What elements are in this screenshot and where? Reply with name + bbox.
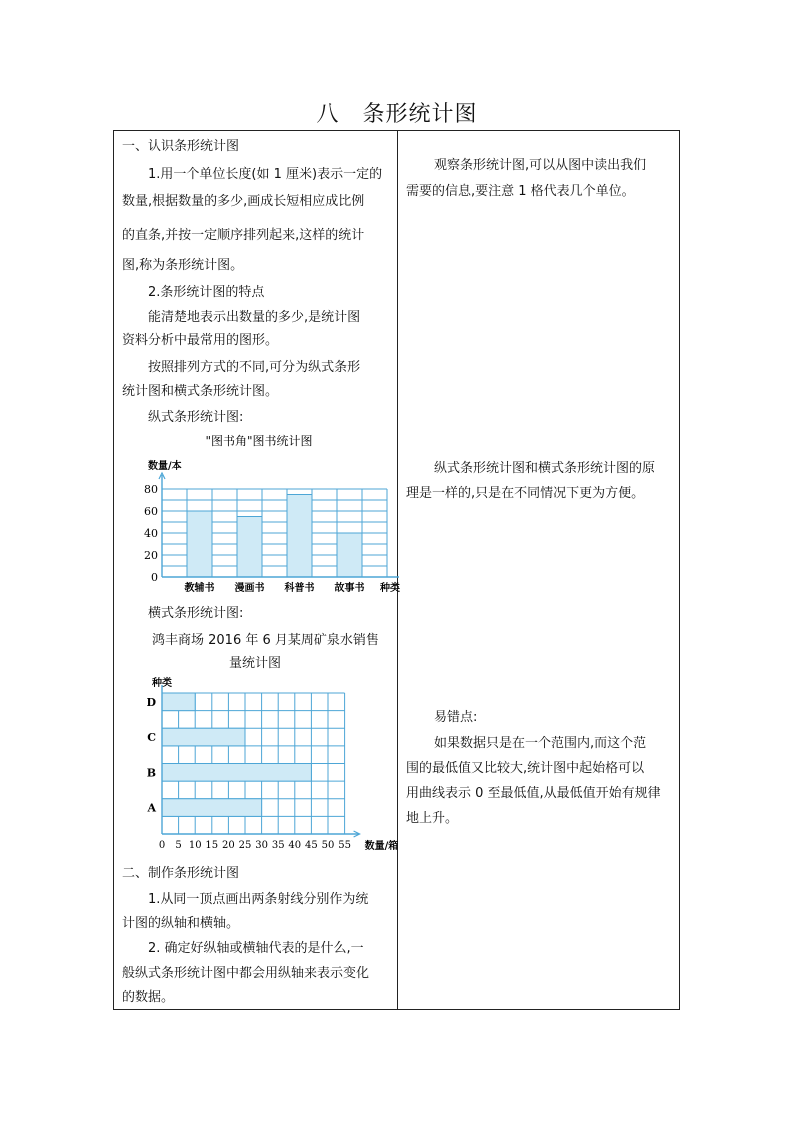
note-3-line: 地上升。 <box>406 811 459 826</box>
paragraph-1-line: 的直条,并按一定顺序排列起来,这样的统计 <box>122 228 365 243</box>
paragraph-2-heading: 2.条形统计图的特点 <box>148 285 265 300</box>
x-tick-label: 20 <box>222 840 235 851</box>
section-2-line: 般纵式条形统计图中都会用纵轴来表示变化 <box>122 966 370 981</box>
bar <box>187 511 212 577</box>
x-tick-label: 5 <box>175 840 182 851</box>
x-tick-label: 25 <box>238 840 252 851</box>
y-tick-label: A <box>147 801 156 815</box>
x-tick-label: 45 <box>305 840 318 851</box>
x-tick-label: 漫画书 <box>234 583 265 594</box>
y-axis-label: 种类 <box>152 678 172 689</box>
content-table <box>113 130 680 1010</box>
y-tick-label: C <box>147 731 156 745</box>
x-tick-label: 40 <box>288 840 302 851</box>
section-1-heading: 一、认识条形统计图 <box>122 139 240 154</box>
section-2-line: 计图的纵轴和横轴。 <box>122 916 240 931</box>
note-3-line: 用曲线表示 0 至最低值,从最低值开始有规律 <box>406 786 661 801</box>
x-tick-label: 10 <box>188 840 202 851</box>
horizontal-chart-title-line: 鸿丰商场 2016 年 6 月某周矿泉水销售 <box>152 633 379 648</box>
y-axis-label: 数量/本 <box>148 461 182 472</box>
x-tick-label: 50 <box>321 840 335 851</box>
bar <box>162 799 262 817</box>
section-2-line: 1.从同一顶点画出两条射线分别作为统 <box>148 892 369 907</box>
paragraph-2-line: 按照排列方式的不同,可分为纵式条形 <box>148 360 361 375</box>
bar <box>162 764 311 782</box>
horizontal-chart-title-line: 量统计图 <box>229 656 282 671</box>
paragraph-1-line: 1.用一个单位长度(如 1 厘米)表示一定的 <box>148 167 383 182</box>
x-tick-label: 30 <box>255 840 268 851</box>
y-tick-label: 0 <box>151 571 158 584</box>
x-tick-label: 35 <box>271 840 285 851</box>
note-3-line: 如果数据只是在一个范围内,而这个范 <box>434 736 647 751</box>
y-tick-label: D <box>146 695 156 709</box>
paragraph-1-line: 数量,根据数量的多少,画成长短相应成比例 <box>122 194 365 209</box>
section-2-line: 2. 确定好纵轴或横轴代表的是什么,一 <box>148 941 364 956</box>
section-2-line: 的数据。 <box>122 990 175 1005</box>
y-tick-label: 20 <box>144 549 158 562</box>
note-3-heading: 易错点: <box>434 710 478 725</box>
bar <box>237 517 262 578</box>
paragraph-2-line: 能清楚地表示出数量的多少,是统计图 <box>148 310 361 325</box>
paragraph-1-line: 图,称为条形统计图。 <box>122 258 244 273</box>
bar <box>162 728 245 746</box>
column-divider <box>397 131 398 1009</box>
vertical-chart-label: 纵式条形统计图: <box>148 410 244 425</box>
x-axis-label: 种类 <box>380 583 400 594</box>
chart-title: "图书角"图书统计图 <box>205 434 313 448</box>
paragraph-2-line: 统计图和横式条形统计图。 <box>122 384 279 399</box>
note-2-line: 纵式条形统计图和横式条形统计图的原 <box>434 461 656 476</box>
y-tick-label: B <box>146 766 156 780</box>
page-title: 八 条形统计图 <box>316 102 478 127</box>
note-1-line: 需要的信息,要注意 1 格代表几个单位。 <box>406 184 635 199</box>
x-tick-label: 15 <box>205 840 219 851</box>
bar <box>337 533 362 577</box>
y-tick-label: 60 <box>144 505 158 518</box>
x-tick-label: 55 <box>338 840 351 851</box>
horizontal-chart-label: 横式条形统计图: <box>148 606 244 621</box>
note-2-line: 理是一样的,只是在不同情况下更为方便。 <box>406 486 645 501</box>
x-tick-label: 科普书 <box>284 583 315 594</box>
y-tick-label: 40 <box>144 527 158 540</box>
vertical-bar-chart <box>114 429 400 599</box>
x-tick-label: 教辅书 <box>184 583 215 594</box>
bar <box>162 693 195 711</box>
y-tick-label: 80 <box>144 483 158 496</box>
x-axis-label: 数量/箱 <box>364 841 399 852</box>
section-2-heading: 二、制作条形统计图 <box>122 866 240 881</box>
bar <box>287 495 312 578</box>
x-tick-label: 0 <box>158 840 166 851</box>
paragraph-2-line: 资料分析中最常用的图形。 <box>122 333 279 348</box>
note-3-line: 围的最低值又比较大,统计图中起始格可以 <box>406 761 645 776</box>
note-1-line: 观察条形统计图,可以从图中读出我们 <box>434 158 647 173</box>
x-tick-label: 故事书 <box>334 583 365 594</box>
horizontal-bar-chart <box>114 673 397 863</box>
